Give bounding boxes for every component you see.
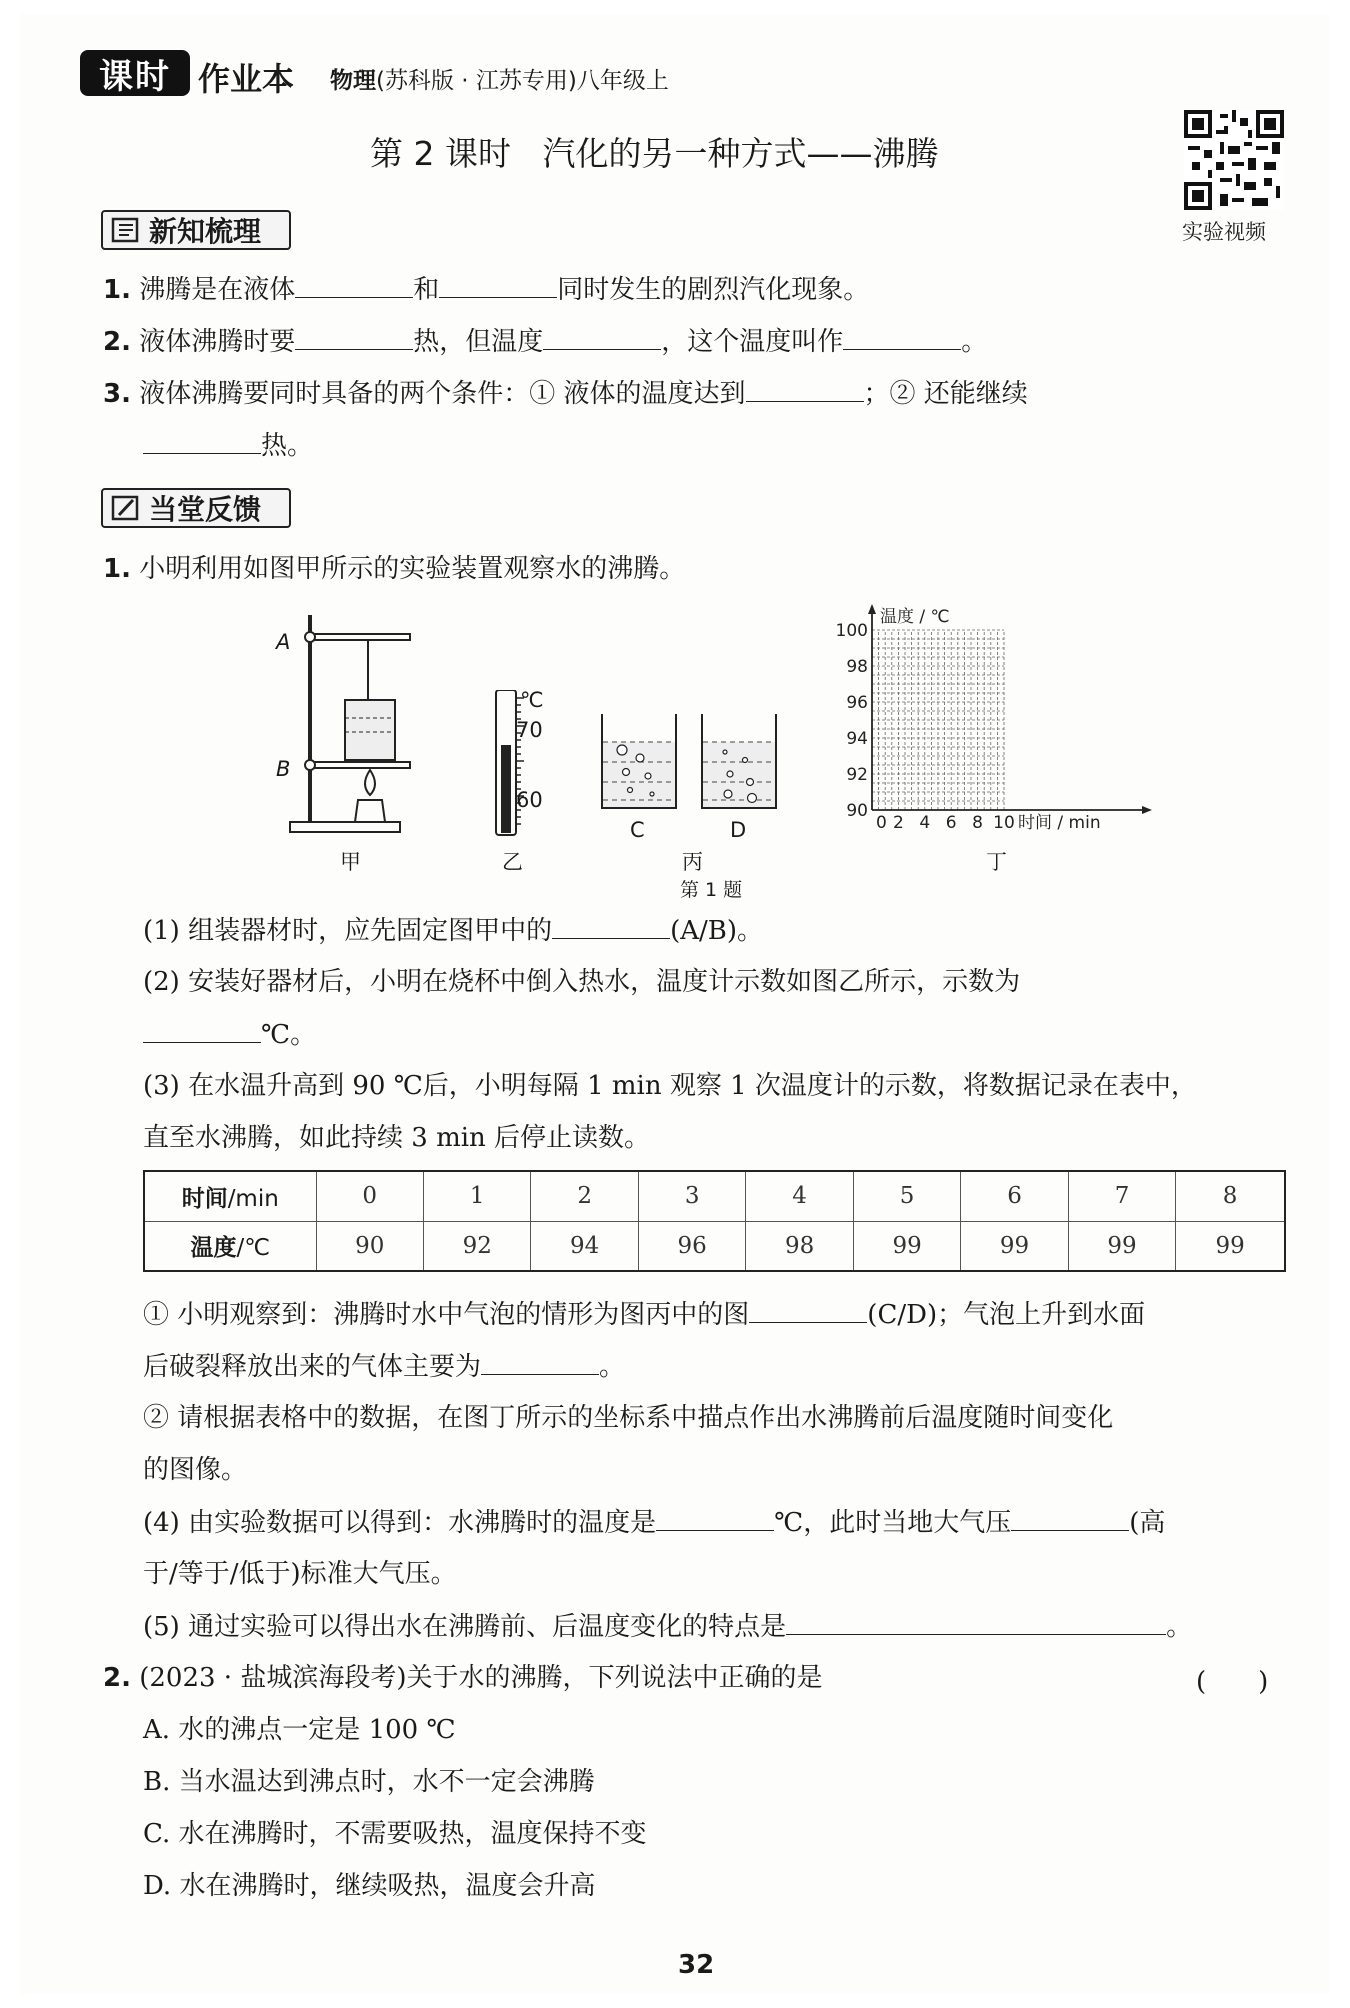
y-tick-label: 90 — [846, 801, 868, 821]
answer-blank[interactable] — [1011, 1505, 1129, 1531]
table-row — [144, 1171, 1285, 1221]
thermometer-tick-60: 60 — [516, 788, 543, 812]
label-yi: 乙 — [502, 850, 523, 874]
figure-bing-beakers — [600, 712, 790, 812]
lesson-title: 第 2 课时 汽化的另一种方式——沸腾 — [370, 134, 939, 173]
q1-sub-4-cont: 于/等于/低于)标准大气压。 — [143, 1559, 457, 1589]
workbook-page — [20, 14, 1330, 1994]
q1-sub-3: (3) 在水温升高到 90 ℃后，小明每隔 1 min 观察 1 次温度计的示数，将数据记录在表中， — [143, 1071, 1197, 1101]
q1-sub-3-1-cont: 后破裂释放出来的气体主要为 。 — [143, 1349, 625, 1384]
table-cell: 8 — [1176, 1171, 1285, 1221]
q1-sub-2: (2) 安装好器材后，小明在烧杯中倒入热水，温度计示数如图乙所示，示数为 — [143, 967, 1021, 997]
q1-sub-3-cont: 直至水沸腾，如此持续 3 min 后停止读数。 — [143, 1123, 651, 1153]
q2-stem: 2. (2023 · 盐城滨海段考)关于水的沸腾，下列说法中正确的是 — [103, 1663, 823, 1693]
answer-blank[interactable] — [143, 428, 261, 454]
x-tick-label: 0 — [876, 813, 887, 833]
qr-code-icon[interactable] — [1184, 110, 1284, 210]
table-cell: 99 — [853, 1221, 960, 1271]
answer-blank[interactable] — [481, 1349, 599, 1375]
q1-stem: 1. 小明利用如图甲所示的实验装置观察水的沸腾。 — [103, 554, 686, 584]
pencil-icon — [111, 495, 141, 521]
x-axis-arrow — [1142, 806, 1152, 814]
table-cell: 99 — [961, 1221, 1068, 1271]
q2-answer-paren[interactable]: ( ) — [1196, 1667, 1269, 1697]
table-cell: 5 — [853, 1171, 960, 1221]
series-logo: 课时 — [80, 50, 190, 96]
y-axis-label: 温度 / ℃ — [880, 607, 950, 627]
answer-blank[interactable] — [543, 324, 661, 350]
label-A: A — [276, 630, 291, 654]
table-cell: 0 — [316, 1171, 423, 1221]
y-tick-label: 98 — [846, 657, 868, 677]
answer-blank[interactable] — [746, 376, 864, 402]
label-bing: 丙 — [682, 850, 703, 874]
label-C: C — [630, 818, 645, 842]
table-cell: 1 — [423, 1171, 530, 1221]
y-tick-label: 96 — [846, 693, 868, 713]
x-tick-label: 8 — [972, 813, 984, 833]
figure-ding-chart — [830, 600, 1170, 840]
table-cell: 6 — [961, 1171, 1068, 1221]
y-axis-arrow — [868, 604, 876, 614]
q1-sub-1: (1) 组装器材时，应先固定图甲中的 (A/B)。 — [143, 913, 763, 948]
q2-option-d: D. 水在沸腾时，继续吸热，温度会升高 — [143, 1871, 596, 1901]
q2-option-a: A. 水的沸点一定是 100 ℃ — [143, 1715, 456, 1745]
figure-yi-thermometer — [488, 690, 528, 840]
table-cell: 90 — [316, 1221, 423, 1271]
thermometer-unit: ℃ — [520, 688, 544, 712]
answer-blank[interactable] — [295, 272, 413, 298]
x-tick-label: 2 — [892, 813, 904, 833]
answer-blank[interactable] — [843, 324, 961, 350]
table-cell: 4 — [746, 1171, 853, 1221]
table-header-temp: 温度/℃ — [144, 1221, 316, 1271]
answer-blank[interactable] — [439, 272, 557, 298]
data-table — [143, 1170, 1286, 1272]
table-cell: 96 — [638, 1221, 745, 1271]
x-axis-label: 时间 / min — [1018, 813, 1101, 833]
q1-sub-4: (4) 由实验数据可以得到：水沸腾时的温度是 ℃，此时当地大气压 (高 — [143, 1505, 1165, 1540]
table-cell: 3 — [638, 1171, 745, 1221]
q1-sub-5: (5) 通过实验可以得出水在沸腾前、后温度变化的特点是 。 — [143, 1609, 1192, 1644]
section-classroom-feedback: 当堂反馈 — [101, 488, 291, 528]
table-cell: 98 — [746, 1221, 853, 1271]
table-cell: 92 — [423, 1221, 530, 1271]
book-title: 物理(苏科版 · 江苏专用)八年级上 — [330, 68, 669, 94]
figure-jia-apparatus — [270, 610, 430, 840]
table-row — [144, 1221, 1285, 1271]
q1-sub-3-1: ① 小明观察到：沸腾时水中气泡的情形为图丙中的图 (C/D)；气泡上升到水面 — [143, 1297, 1145, 1332]
section-new-knowledge: 新知梳理 — [101, 210, 291, 250]
q1-sub-3-2-cont: 的图像。 — [143, 1455, 248, 1485]
new-item-3-cont: 热。 — [143, 428, 313, 463]
label-B: B — [276, 757, 291, 781]
figure-caption: 第 1 题 — [680, 879, 743, 901]
series-name: 作业本 — [198, 60, 295, 98]
q2-option-b: B. 当水温达到沸点时，水不一定会沸腾 — [143, 1767, 595, 1797]
answer-blank[interactable] — [656, 1505, 774, 1531]
qr-caption: 实验视频 — [1182, 220, 1266, 244]
x-tick-label: 4 — [919, 813, 931, 833]
new-item-2: 2. 液体沸腾时要 热，但温度 ，这个温度叫作 。 — [103, 324, 987, 359]
table-cell: 7 — [1068, 1171, 1175, 1221]
answer-blank[interactable] — [786, 1609, 1166, 1635]
q2-option-c: C. 水在沸腾时，不需要吸热，温度保持不变 — [143, 1819, 647, 1849]
table-cell: 99 — [1068, 1221, 1175, 1271]
y-tick-label: 100 — [835, 621, 868, 641]
answer-blank[interactable] — [295, 324, 413, 350]
label-jia: 甲 — [340, 850, 361, 874]
q1-sub-3-2: ② 请根据表格中的数据，在图丁所示的坐标系中描点作出水沸腾前后温度随时间变化 — [143, 1403, 1114, 1433]
y-tick-label: 94 — [846, 729, 868, 749]
label-D: D — [730, 818, 747, 842]
thermometer-tick-70: 70 — [516, 718, 543, 742]
q1-sub-2-cont: ℃。 — [143, 1017, 316, 1052]
answer-blank[interactable] — [749, 1297, 867, 1323]
x-tick-label: 6 — [945, 813, 957, 833]
answer-blank[interactable] — [143, 1017, 261, 1043]
new-item-1: 1. 沸腾是在液体 和 同时发生的剧烈汽化现象。 — [103, 272, 869, 307]
y-tick-label: 92 — [846, 765, 868, 785]
new-item-3: 3. 液体沸腾要同时具备的两个条件：① 液体的温度达到 ；② 还能继续 — [103, 376, 1028, 411]
x-tick-label: 10 — [993, 813, 1015, 833]
table-cell: 99 — [1176, 1221, 1285, 1271]
table-cell: 94 — [531, 1221, 638, 1271]
notebook-icon — [111, 217, 141, 243]
label-ding: 丁 — [986, 850, 1007, 874]
table-cell: 2 — [531, 1171, 638, 1221]
page-number: 32 — [678, 1950, 715, 1980]
answer-blank[interactable] — [552, 913, 670, 939]
table-header-time: 时间/min — [144, 1171, 316, 1221]
